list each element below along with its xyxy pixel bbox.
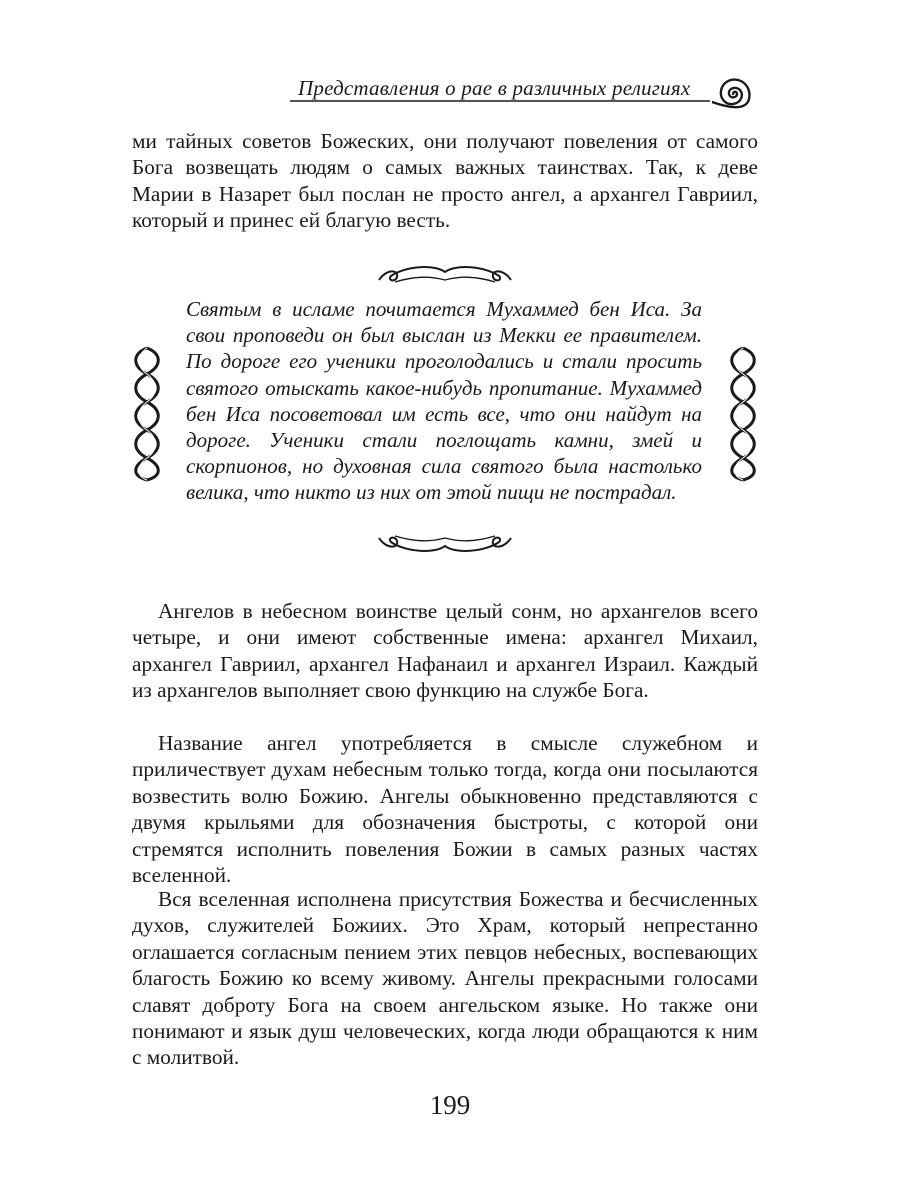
celtic-knot-left-icon <box>130 344 164 484</box>
spiral-ornament-icon <box>712 72 754 114</box>
top-flourish-icon <box>375 262 515 290</box>
running-header <box>290 72 760 112</box>
paragraph-angel-meaning: Название ангел употребляется в смысле служебном и приличествует духам небесным только тогда, когда они посылаются возвестить волю Божию. Ангелы обыкновенно представляются с двумя крыльями для обозначения быстроты, с которой они стремятся исполнить повеления Божии в самых разных частях вселенной. <box>132 731 758 888</box>
paragraph-universe-temple: Вся вселенная исполнена присутствия Божества и бесчисленных духов, служителей Божиих. Это Храм, который непрестанно оглашается согласным пением этих певцов небесных, воспевающих благость Божию ко всему живому. Ангелы прекрасными голосами славят доброту Бога на своем ангельском языке. Но также они понимают и язык душ человеческих, когда люди обращаются к ним с молитвой. <box>132 887 758 1070</box>
bottom-flourish-icon <box>375 528 515 556</box>
celtic-knot-right-icon <box>726 344 760 484</box>
page-number: 199 <box>429 1090 471 1120</box>
header-rule <box>290 100 710 102</box>
paragraph-continuation: ми тайных советов Божеских, они получают повеления от самого Бога возвещать людям о самых важных таинствах. Так, к деве Марии в Назарет был послан не просто ангел, а архангел Гавриил, который и принес ей благую весть. <box>132 129 758 233</box>
running-title: Представления о рае в различных религиях <box>298 76 691 100</box>
inset-quote: Святым в исламе почитается Мухаммед бен Иса. За свои проповеди он был выслан из Мекки ее правителем. По дороге его ученики проголодались и стали просить святого отыскать какое-нибудь пропитание. Мухаммед бен Иса посоветовал им есть все, что они найдут на дороге. Ученики стали поглощать камни, змей и скорпионов, но духовная сила святого была настолько велика, что никто из них от этой пищи не пострадал. <box>186 297 702 505</box>
paragraph-archangels: Ангелов в небесном воинстве целый сонм, но архангелов всего четыре, и они имеют собственные имена: архангел Михаил, архангел Гавриил, архангел Нафанаил и архангел Израил. Каждый из архангелов выполняет свою функцию на службе Бога. <box>132 599 758 703</box>
inset-box <box>130 262 760 552</box>
